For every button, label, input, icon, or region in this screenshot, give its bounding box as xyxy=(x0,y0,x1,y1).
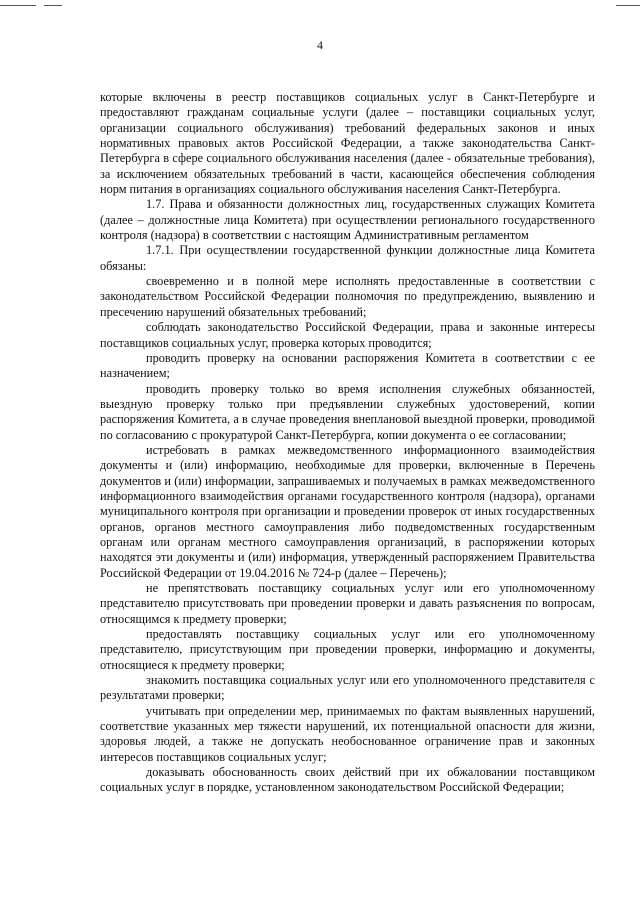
scan-edge-mark xyxy=(0,5,36,6)
paragraph: учитывать при определении мер, принимаемых по фактам выявленных нарушений, соответствие указанных мер тяжести нарушений, их потенциальной опасности для жизни, здоровья людей, а также не допускать необоснованное ограничение прав и законных интересов поставщиков социальных услуг; xyxy=(100,703,595,764)
paragraph: предоставлять поставщику социальных услуг или его уполномоченному представителю, присутствующим при проведении проверки, информацию и документы, относящиеся к предмету проверки; xyxy=(100,627,595,672)
paragraph: проводить проверку на основании распоряжения Комитета в соответствии с ее назначением; xyxy=(100,350,595,381)
paragraph: 1.7. Права и обязанности должностных лиц, государственных служащих Комитета (далее – должностные лица Комитета) при осуществлении регионального государственного контроля (надзора) в соответствии с настоящим Административным регламентом xyxy=(100,197,595,243)
scan-edge-mark xyxy=(44,5,62,6)
paragraph: своевременно и в полной мере исполнять предоставленные в соответствии с законодательством Российской Федерации полномочия по предупреждению, выявлению и пресечению нарушений обязательных требований; xyxy=(100,274,595,319)
paragraph: 1.7.1. При осуществлении государственной функции должностные лица Комитета обязаны: xyxy=(100,243,595,273)
paragraph: знакомить поставщика социальных услуг или его уполномоченного представителя с результатами проверки; xyxy=(100,673,595,703)
paragraph: истребовать в рамках межведомственного информационного взаимодействия документы и (или) информацию, необходимые для проверки, включенные в Перечень документов и (или) информации, запрашиваемых и получаемых в рамках межведомственного информационного взаимодействия органами государственного контроля (надзора), органами муниципального контроля при организации и проведении проверок от иных государственных органов, органов местного самоуправления либо подведомственных государственным органам или органам местного самоуправления организаций, в распоряжении которых находятся эти документы и (или) информация, утвержденный распоряжением Правительства Российской Федерации от 19.04.2016 № 724-р (далее – Перечень); xyxy=(100,442,595,580)
paragraph: соблюдать законодательство Российской Федерации, права и законные интересы поставщиков социальных услуг, проверка которых проводится; xyxy=(100,320,595,350)
paragraph: доказывать обоснованность своих действий при их обжаловании поставщиком социальных услуг в порядке, установленном законодательством Российской Федерации; xyxy=(100,765,595,795)
paragraph: проводить проверку только во время исполнения служебных обязанностей, выездную проверку только при предъявлении служебных удостоверений, копии распоряжения Комитета, а в случае проведения внеплановой выездной проверки, проводимой по согласованию с прокуратурой Санкт-Петербурга, копии документа о ее согласовании; xyxy=(100,381,595,442)
paragraph: не препятствовать поставщику социальных услуг или его уполномоченному представителю присутствовать при проведении проверки и давать разъяснения по вопросам, относящимся к предмету проверки; xyxy=(100,581,595,626)
page-number: 4 xyxy=(317,38,323,52)
scan-edge-mark xyxy=(616,5,640,6)
paragraph: которые включены в реестр поставщиков социальных услуг в Санкт-Петербурге и предоставляют гражданам социальные услуги (далее – поставщики социальных услуг, организации социального обслуживания) требований федеральных законов и иных нормативных правовых актов Российской Федерации, а также законодательства Санкт-Петербурга в сфере социального обслуживания населения (далее - обязательные требования), за исключением обязательных требований в части, касающейся обеспечения соблюдения норм питания в организациях социального обслуживания населения Санкт-Петербурга. xyxy=(100,90,595,197)
document-body xyxy=(100,90,595,796)
